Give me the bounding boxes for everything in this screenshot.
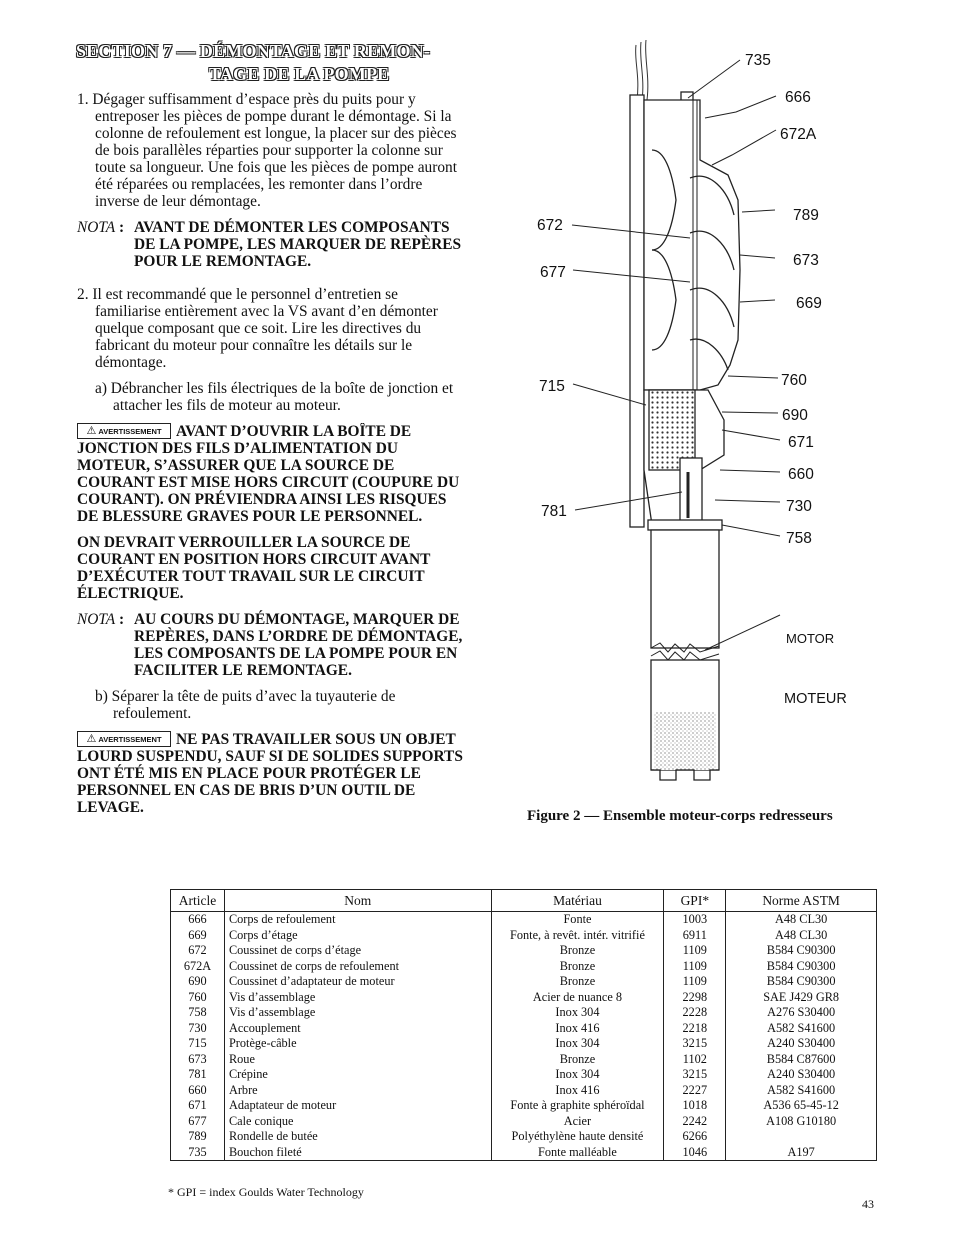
cell-gpi: 1018 bbox=[664, 1098, 726, 1114]
cell-norme: A48 CL30 bbox=[726, 928, 877, 944]
cell-nom: Coussinet de corps d’étage bbox=[224, 943, 491, 959]
table-row bbox=[171, 1067, 877, 1083]
cell-article: 715 bbox=[171, 1036, 225, 1052]
cell-materiau: Acier de nuance 8 bbox=[491, 990, 664, 1006]
header-article: Article bbox=[171, 890, 225, 912]
cell-nom: Coussinet de corps de refoulement bbox=[224, 959, 491, 975]
callout-758: 758 bbox=[786, 530, 812, 547]
table-row bbox=[171, 990, 877, 1006]
pump-motor-diagram bbox=[530, 38, 860, 790]
table-row bbox=[171, 1083, 877, 1099]
cell-materiau: Inox 304 bbox=[491, 1005, 664, 1021]
callout-666: 666 bbox=[785, 89, 811, 106]
cell-materiau: Acier bbox=[491, 1114, 664, 1130]
cell-article: 669 bbox=[171, 928, 225, 944]
callout-671: 671 bbox=[788, 434, 814, 451]
cell-gpi: 1109 bbox=[664, 943, 726, 959]
warning-1 bbox=[77, 423, 467, 525]
section-title bbox=[76, 40, 466, 86]
cell-gpi: 3215 bbox=[664, 1036, 726, 1052]
warning-1b-text: ON DEVRAIT VERROUILLER LA SOURCE DE COURANT EN POSITION HORS CIRCUIT AVANT D’EXÉCUTER TOUT TRAVAIL SUR LE CIRCUIT ÉLECTRIQUE. bbox=[77, 534, 431, 602]
header-gpi: GPI* bbox=[664, 890, 726, 912]
cell-article: 730 bbox=[171, 1021, 225, 1037]
cell-norme: A240 S30400 bbox=[726, 1067, 877, 1083]
nota-1: NOTA : AVANT DE DÉMONTER LES COMPOSANTS DE LA POMPE, LES MARQUER DE REPÈRES POUR LE REMONTAGE. bbox=[77, 219, 467, 270]
cell-materiau: Inox 304 bbox=[491, 1067, 664, 1083]
table-row bbox=[171, 1129, 877, 1145]
table-row bbox=[171, 1021, 877, 1037]
callout-760: 760 bbox=[781, 372, 807, 389]
table-row bbox=[171, 1036, 877, 1052]
cable-guard-outline bbox=[630, 95, 644, 527]
footnote: * GPI = index Goulds Water Technology bbox=[168, 1185, 364, 1199]
callout-672a: 672A bbox=[780, 126, 817, 143]
section-title-line2: TAGE DE LA POMPE bbox=[209, 64, 390, 84]
cell-nom: Roue bbox=[224, 1052, 491, 1068]
cell-materiau: Bronze bbox=[491, 959, 664, 975]
cell-gpi: 2218 bbox=[664, 1021, 726, 1037]
cell-article: 760 bbox=[171, 990, 225, 1006]
header-norme: Norme ASTM bbox=[726, 890, 877, 912]
table-row bbox=[171, 1145, 877, 1161]
cell-materiau: Polyéthylène haute densité bbox=[491, 1129, 664, 1145]
step-2b: b) Séparer la tête de puits d’avec la tuyauterie de refoulement. bbox=[95, 688, 396, 722]
cell-nom: Vis d’assemblage bbox=[224, 1005, 491, 1021]
cell-norme: A197 bbox=[726, 1145, 877, 1161]
cell-materiau: Inox 304 bbox=[491, 1036, 664, 1052]
cell-nom: Adaptateur de moteur bbox=[224, 1098, 491, 1114]
step-2a: a) Débrancher les fils électriques de la boîte de jonction et attacher les fils de moteur au moteur. bbox=[95, 380, 454, 414]
table-header-row bbox=[171, 890, 877, 912]
cell-norme: B584 C87600 bbox=[726, 1052, 877, 1068]
cell-article: 735 bbox=[171, 1145, 225, 1161]
cell-article: 690 bbox=[171, 974, 225, 990]
cell-article: 666 bbox=[171, 912, 225, 928]
cell-materiau: Inox 416 bbox=[491, 1083, 664, 1099]
warning-badge-2: ⚠ AVERTISSEMENT bbox=[77, 731, 171, 747]
cell-norme: B584 C90300 bbox=[726, 943, 877, 959]
callout-781: 781 bbox=[541, 503, 567, 520]
parts-table bbox=[170, 889, 877, 1161]
cell-gpi: 3215 bbox=[664, 1067, 726, 1083]
motor-label-fr: MOTEUR bbox=[784, 691, 847, 707]
cell-nom: Bouchon fileté bbox=[224, 1145, 491, 1161]
cell-materiau: Bronze bbox=[491, 974, 664, 990]
pump-body bbox=[630, 92, 740, 780]
callout-677: 677 bbox=[540, 264, 566, 281]
warning-1-text: AVANT D’OUVRIR LA BOÎTE DE JONCTION DES FILS D’ALIMENTATION DU MOTEUR, S’ASSURER QUE LA SOURCE DE COURANT EST MISE HORS CIRCUIT (COUPURE DU COURANT). ON PRÉVIENDRA AINSI LES RISQUES DE BLESSURE GRAVES POUR LE PERSONNEL. bbox=[77, 423, 460, 525]
cell-gpi: 2298 bbox=[664, 990, 726, 1006]
cell-article: 789 bbox=[171, 1129, 225, 1145]
table-row bbox=[171, 1114, 877, 1130]
cell-nom: Coussinet d’adaptateur de moteur bbox=[224, 974, 491, 990]
table-row bbox=[171, 912, 877, 928]
table-row bbox=[171, 943, 877, 959]
cell-norme: A582 S41600 bbox=[726, 1021, 877, 1037]
cell-nom: Rondelle de butée bbox=[224, 1129, 491, 1145]
table-row bbox=[171, 974, 877, 990]
step-1: 1. Dégager suffisamment d’espace près du puits pour y entreposer les pièces de pompe durant le démontage. Si la colonne de refoulement est longue, la placer sur des pièces de bois parallèles réparties pour supporter la colonne sur toute sa longueur. Une fois que les pièces de pompe auront été réparées ou remplacées, les remonter dans l’ordre inverse de leur démontage. bbox=[77, 91, 458, 210]
nota-2-label: NOTA bbox=[77, 611, 116, 628]
warning-triangle-icon: ⚠ bbox=[86, 424, 97, 437]
cell-norme: A240 S30400 bbox=[726, 1036, 877, 1052]
cell-materiau: Bronze bbox=[491, 943, 664, 959]
warning-badge-1: ⚠ AVERTISSEMENT bbox=[77, 423, 171, 439]
step-2: 2. Il est recommandé que le personnel d’entretien se familiarise entièrement avec la VS avant d’en démonter quelque composant que ce soit. Lire les directives du fabricant du moteur pour connaître les détails sur le démontage. bbox=[77, 286, 438, 371]
cell-materiau: Inox 416 bbox=[491, 1021, 664, 1037]
table-row bbox=[171, 928, 877, 944]
callout-715: 715 bbox=[539, 378, 565, 395]
cell-article: 672 bbox=[171, 943, 225, 959]
figure-caption: Figure 2 — Ensemble moteur-corps redresseurs bbox=[527, 808, 833, 824]
cell-nom: Vis d’assemblage bbox=[224, 990, 491, 1006]
cell-materiau: Bronze bbox=[491, 1052, 664, 1068]
cell-gpi: 2242 bbox=[664, 1114, 726, 1130]
callout-690: 690 bbox=[782, 407, 808, 424]
table-row bbox=[171, 1052, 877, 1068]
cell-norme: A276 S30400 bbox=[726, 1005, 877, 1021]
nota-2: NOTA : AU COURS DU DÉMONTAGE, MARQUER DE REPÈRES, DANS L’ORDRE DE DÉMONTAGE, LES COMPOSANTS DE LA POMPE POUR EN FACILITER LE REMONTAGE. bbox=[77, 611, 467, 679]
motor-upper-body bbox=[651, 530, 719, 648]
callout-730: 730 bbox=[786, 498, 812, 515]
table-body bbox=[171, 912, 877, 1161]
callout-735: 735 bbox=[745, 52, 771, 69]
cell-materiau: Fonte à graphite sphéroïdal bbox=[491, 1098, 664, 1114]
section-title-line1: SECTION 7 — DÉMONTAGE ET REMON- bbox=[76, 41, 431, 61]
cell-nom: Crépine bbox=[224, 1067, 491, 1083]
cell-gpi: 1046 bbox=[664, 1145, 726, 1161]
warning-2-text: NE PAS TRAVAILLER SOUS UN OBJET LOURD SUSPENDU, SAUF SI DE SOLIDES SUPPORTS ONT ÉTÉ MIS EN PLACE POUR PROTÉGER LE PERSONNEL EN CAS DE BRIS D’UN OUTIL DE LEVAGE. bbox=[77, 731, 463, 816]
cell-gpi: 6911 bbox=[664, 928, 726, 944]
callout-789: 789 bbox=[793, 207, 819, 224]
cell-gpi: 1102 bbox=[664, 1052, 726, 1068]
instructions-column bbox=[77, 91, 467, 816]
cell-article: 672A bbox=[171, 959, 225, 975]
callout-672: 672 bbox=[537, 217, 563, 234]
cell-gpi: 2228 bbox=[664, 1005, 726, 1021]
cell-gpi: 6266 bbox=[664, 1129, 726, 1145]
cell-materiau: Fonte malléable bbox=[491, 1145, 664, 1161]
table-row bbox=[171, 1005, 877, 1021]
warning-triangle-icon: ⚠ bbox=[86, 732, 97, 745]
cell-article: 673 bbox=[171, 1052, 225, 1068]
cell-materiau: Fonte bbox=[491, 912, 664, 928]
cell-norme: A536 65-45-12 bbox=[726, 1098, 877, 1114]
nota-1-text: AVANT DE DÉMONTER LES COMPOSANTS DE LA POMPE, LES MARQUER DE REPÈRES POUR LE REMONTAGE. bbox=[134, 219, 462, 270]
power-cable-wires bbox=[636, 40, 648, 100]
cell-gpi: 1003 bbox=[664, 912, 726, 928]
callout-660: 660 bbox=[788, 466, 814, 483]
cell-article: 660 bbox=[171, 1083, 225, 1099]
cell-norme bbox=[726, 1129, 877, 1145]
cell-materiau: Fonte, à revêt. intér. vitrifié bbox=[491, 928, 664, 944]
page-number: 43 bbox=[862, 1197, 874, 1211]
nota-2-text: AU COURS DU DÉMONTAGE, MARQUER DE REPÈRES, DANS L’ORDRE DE DÉMONTAGE, LES COMPOSANTS DE LA POMPE POUR EN FACILITER LE REMONTAGE. bbox=[134, 611, 463, 679]
cell-norme: A48 CL30 bbox=[726, 912, 877, 928]
header-nom: Nom bbox=[224, 890, 491, 912]
cell-nom: Accouplement bbox=[224, 1021, 491, 1037]
cell-article: 758 bbox=[171, 1005, 225, 1021]
table-row bbox=[171, 1098, 877, 1114]
warning-2 bbox=[77, 731, 467, 816]
cell-norme: SAE J429 GR8 bbox=[726, 990, 877, 1006]
callout-673: 673 bbox=[793, 252, 819, 269]
cell-nom: Protège-câble bbox=[224, 1036, 491, 1052]
cell-gpi: 1109 bbox=[664, 974, 726, 990]
cell-norme: B584 C90300 bbox=[726, 974, 877, 990]
callout-669: 669 bbox=[796, 295, 822, 312]
cell-norme: A582 S41600 bbox=[726, 1083, 877, 1099]
bowl-assembly-outline bbox=[644, 100, 740, 390]
table-row bbox=[171, 959, 877, 975]
cell-nom: Corps de refoulement bbox=[224, 912, 491, 928]
header-materiau: Matériau bbox=[491, 890, 664, 912]
nota-1-label: NOTA bbox=[77, 219, 116, 236]
cell-nom: Arbre bbox=[224, 1083, 491, 1099]
cell-nom: Cale conique bbox=[224, 1114, 491, 1130]
cell-gpi: 2227 bbox=[664, 1083, 726, 1099]
cell-article: 671 bbox=[171, 1098, 225, 1114]
cell-norme: A108 G10180 bbox=[726, 1114, 877, 1130]
cell-gpi: 1109 bbox=[664, 959, 726, 975]
cell-norme: B584 C90300 bbox=[726, 959, 877, 975]
cell-article: 677 bbox=[171, 1114, 225, 1130]
cell-nom: Corps d’étage bbox=[224, 928, 491, 944]
motor-label-en: MOTOR bbox=[786, 631, 835, 646]
cell-article: 781 bbox=[171, 1067, 225, 1083]
